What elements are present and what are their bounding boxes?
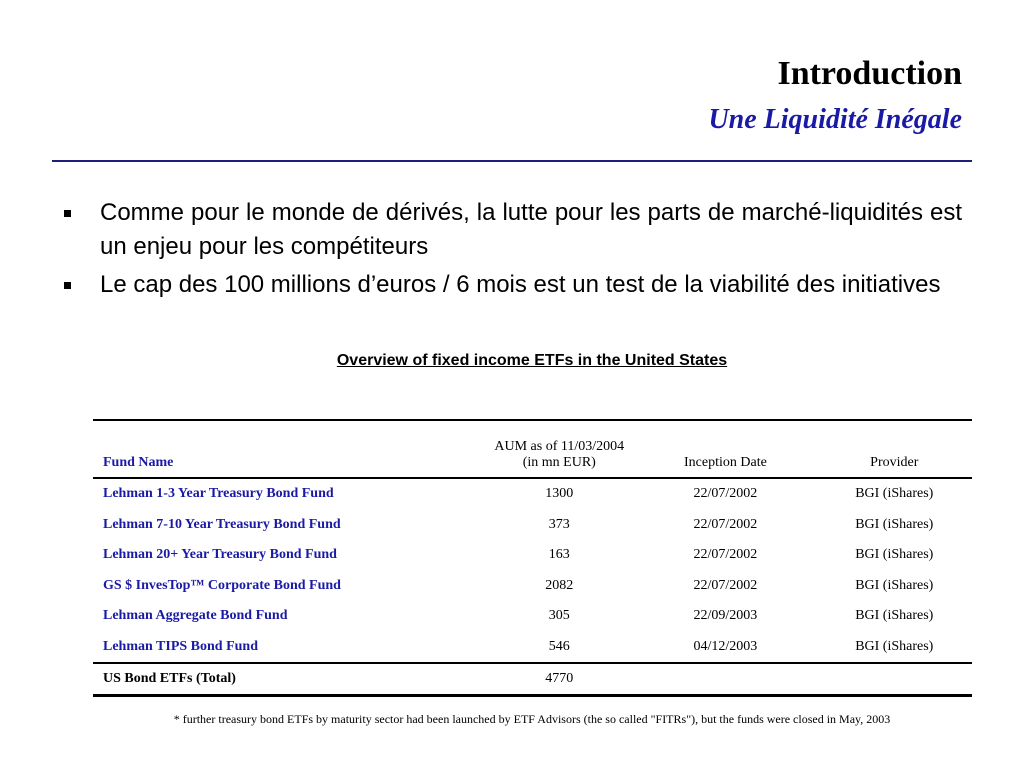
header-provider: Provider xyxy=(870,455,919,470)
aum-cell: 2082 xyxy=(545,577,574,593)
bullet-item xyxy=(62,268,962,302)
inception-date-cell: 22/07/2002 xyxy=(693,547,758,563)
title-divider xyxy=(52,160,972,162)
inception-date-cell: 04/12/2003 xyxy=(693,638,758,654)
header-fund-name: Fund Name xyxy=(103,455,174,470)
provider-cell: BGI (iShares) xyxy=(855,608,934,624)
table-caption: Overview of fixed income ETFs in the United States xyxy=(336,352,728,369)
bullet-square-icon xyxy=(64,210,71,217)
inception-date-cell: 22/07/2002 xyxy=(693,486,758,502)
etf-table-container xyxy=(93,419,972,697)
header-inception-date: Inception Date xyxy=(684,455,767,470)
aum-cell: 305 xyxy=(548,608,570,624)
provider-cell: BGI (iShares) xyxy=(855,547,934,563)
table-row xyxy=(93,478,972,510)
header-aum-line1: AUM as of 11/03/2004 xyxy=(494,439,625,454)
table-row xyxy=(93,510,972,541)
aum-cell: 1300 xyxy=(545,486,574,502)
bullet-square-icon xyxy=(64,282,71,289)
header-aum xyxy=(484,420,634,478)
footnote: * further treasury bond ETFs by maturity sector had been launched by ETF Advisors (the so called "FITRs"), but the funds were closed in May, 2003 xyxy=(173,712,891,726)
etf-table xyxy=(93,419,972,697)
inception-date-cell: 22/07/2002 xyxy=(693,577,758,593)
provider-cell: BGI (iShares) xyxy=(855,486,934,502)
fund-name-cell: Lehman 1-3 Year Treasury Bond Fund xyxy=(103,486,334,502)
provider-cell: BGI (iShares) xyxy=(855,577,934,593)
table-row xyxy=(93,571,972,602)
total-aum-cell: 4770 xyxy=(545,671,574,686)
table-header-row xyxy=(93,420,972,478)
table-row xyxy=(93,632,972,664)
provider-cell: BGI (iShares) xyxy=(855,638,934,654)
fund-name-cell: Lehman Aggregate Bond Fund xyxy=(103,608,288,624)
fund-name-cell: GS $ InvesTop™ Corporate Bond Fund xyxy=(103,577,341,593)
inception-date-cell: 22/09/2003 xyxy=(693,608,758,624)
bullet-text: Le cap des 100 millions d’euros / 6 mois est un test de la viabilité des initiatives xyxy=(100,271,941,298)
fund-name-cell: Lehman 20+ Year Treasury Bond Fund xyxy=(103,547,337,563)
bullet-text: Comme pour le monde de dérivés, la lutte pour les parts de marché-liquidités est un enjeu pour les compétiteurs xyxy=(100,199,962,260)
slide-title: Introduction xyxy=(777,55,962,92)
slide-subtitle: Une Liquidité Inégale xyxy=(708,104,962,135)
total-label-cell: US Bond ETFs (Total) xyxy=(103,671,236,686)
fund-name-cell: Lehman 7-10 Year Treasury Bond Fund xyxy=(103,516,341,532)
total-empty-cell xyxy=(634,663,816,696)
inception-date-cell: 22/07/2002 xyxy=(693,516,758,532)
fund-name-cell: Lehman TIPS Bond Fund xyxy=(103,638,258,654)
aum-cell: 163 xyxy=(548,547,570,563)
table-row xyxy=(93,601,972,632)
bullet-item xyxy=(62,196,962,264)
table-row xyxy=(93,540,972,571)
header-aum-line2: (in mn EUR) xyxy=(522,455,596,470)
table-total-row xyxy=(93,663,972,696)
aum-cell: 546 xyxy=(548,638,570,654)
provider-cell: BGI (iShares) xyxy=(855,516,934,532)
bullet-list xyxy=(62,196,962,306)
total-empty-cell xyxy=(817,663,972,696)
aum-cell: 373 xyxy=(548,516,570,532)
